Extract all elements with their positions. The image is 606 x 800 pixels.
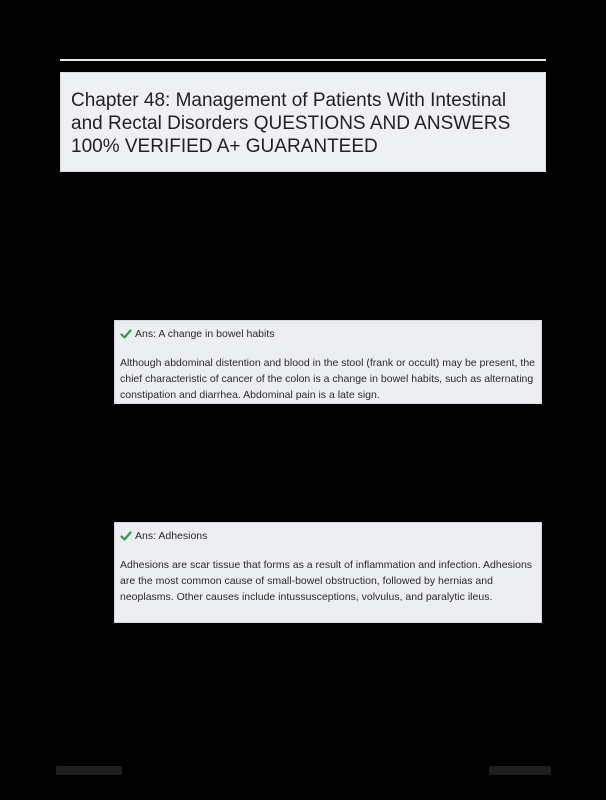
check-icon [120,530,132,542]
answer-header [120,529,536,543]
answer-rationale: Adhesions are scar tissue that forms as a result of inflammation and infection. Adhesions are the most common cause of small-bowel obstruction, followed by hernias and neoplasms. Other causes include intussusceptions, volvulus, and paralytic ileus. [120,559,533,603]
title-box [60,72,546,172]
answer-label: Ans: A change in bowel habits [135,328,275,340]
document-title: Chapter 48: Management of Patients With Intestinal and Rectal Disorders QUESTIONS AND ANSWERS 100% VERIFIED A+ GUARANTEED [71,90,511,157]
check-icon [120,328,132,340]
answer-box-2 [114,522,542,623]
top-divider [60,59,546,61]
answer-header [120,327,536,341]
answer-rationale: Although abdominal distention and blood in the stool (frank or occult) may be present, the chief characteristic of cancer of the colon is a change in bowel habits, such as alternating constipation and diarrhea. Abdominal pain is a late sign. [120,357,536,401]
footer-left-redacted [56,766,122,775]
answer-label: Ans: Adhesions [135,530,208,542]
answer-box-1 [114,320,542,404]
footer-right-redacted [489,766,551,775]
